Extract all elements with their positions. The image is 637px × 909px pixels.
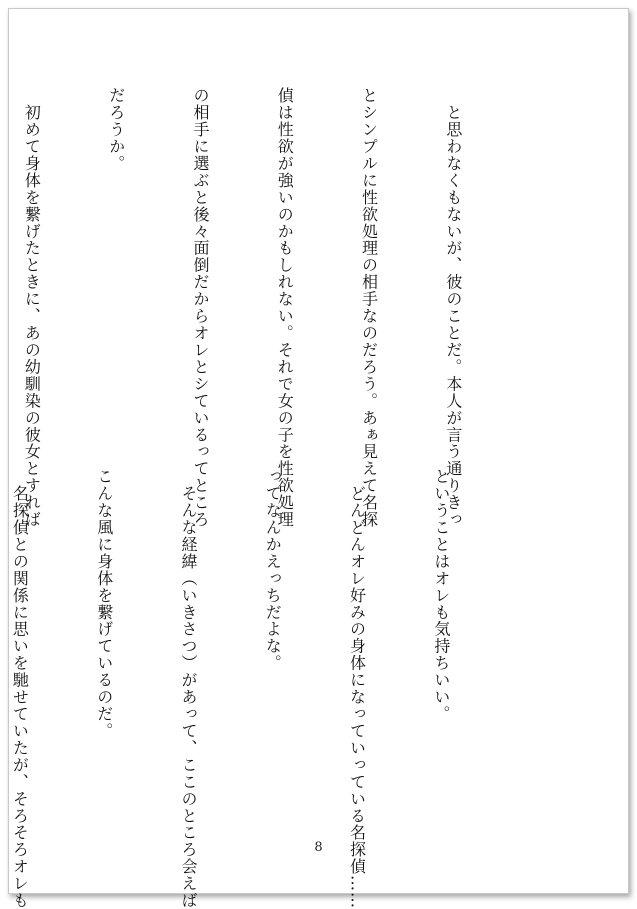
text-line: の相手に選ぶと後々面倒だからオレとシているってところ: [190, 87, 210, 528]
text-line: ということはオレも気持ちいい。: [431, 468, 451, 723]
text-line: どんどんオレ好みの身体になっていっている名探偵……: [347, 468, 367, 909]
text-line: 偵は性欲が強いのかもしれない。それで女の子を性欲処理: [275, 87, 295, 528]
text-line: 名探偵との関係に思いを馳せていたが、そろそろオレも: [10, 468, 30, 909]
text-line: とシンプルに性欲処理の相手なのだろう。あぁ見えて名探: [359, 87, 379, 528]
text-line: そんな経緯（いきさつ）があって、ここのところ会えば: [178, 468, 198, 909]
text-line: と思わなくもないが、彼のことだ。本人が言う通りきっ: [443, 87, 463, 528]
text-line: ってなんかえっちだよな。: [263, 468, 283, 672]
text-line: 初めて身体を繋げたときに、あの幼馴染の彼女とすれば: [22, 87, 42, 528]
text-line: こんな風に身体を繋げているのだ。: [94, 468, 114, 740]
text-block-bottom: [0, 468, 511, 909]
page-number: 8: [314, 840, 323, 855]
text-block-top: [0, 87, 523, 528]
text-line: だろうか。: [106, 87, 126, 172]
